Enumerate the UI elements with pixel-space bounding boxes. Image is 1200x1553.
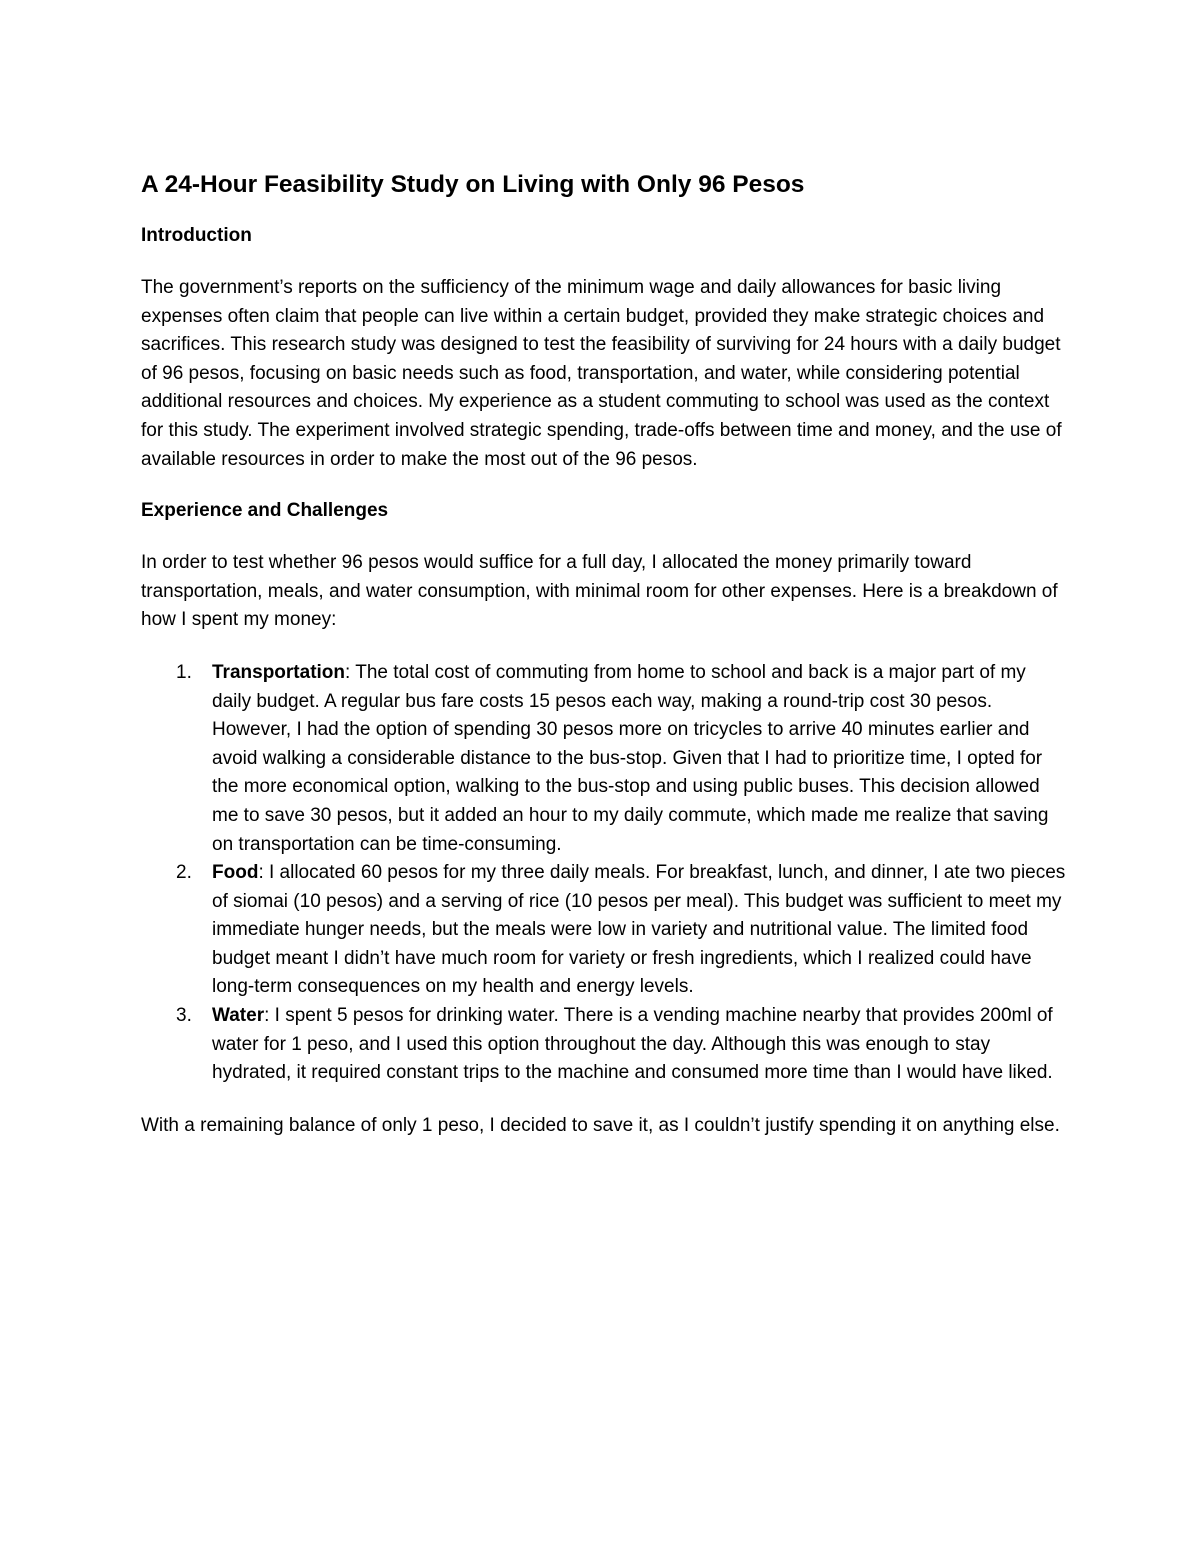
list-item-number: 1. <box>176 661 192 683</box>
document-page <box>141 168 1066 1140</box>
list-item-term: Water <box>212 1005 265 1027</box>
list-item-text: : The total cost of commuting from home to school and back is a major part of my daily budget. A regular bus fare costs 15 pesos each way, making a round-trip cost 30 pesos. However, I had the option of spending 30 pesos more on tricycles to arrive 40 minutes earlier and avoid walking a considerable distance to the bus-stop. Given that I had to prioritize time, I opted for the more economical option, walking to the bus-stop and using public buses. This decision allowed me to save 30 pesos, but it added an hour to my daily commute, which made me realize that saving on transportation can be time-consuming. <box>212 661 1049 855</box>
list-item <box>141 1002 1066 1088</box>
introduction-heading: Introduction <box>141 225 252 246</box>
expense-list <box>141 659 1066 1088</box>
list-item-term: Transportation <box>212 661 346 683</box>
list-item-term: Food <box>212 862 259 884</box>
conclusion-paragraph: With a remaining balance of only 1 peso, I decided to save it, as I couldn’t justify spending it on anything else. <box>141 1114 1060 1136</box>
list-item-number: 3. <box>176 1005 192 1027</box>
list-item <box>141 659 1066 859</box>
experience-heading: Experience and Challenges <box>141 500 389 522</box>
experience-paragraph: In order to test whether 96 pesos would suffice for a full day, I allocated the money primarily toward transportation, meals, and water consumption, with minimal room for other expenses. Here is a breakdown of how I spent my money: <box>141 552 1058 631</box>
list-item-text: : I allocated 60 pesos for my three daily meals. For breakfast, lunch, and dinner, I ate two pieces of siomai (10 pesos) and a serving of rice (10 pesos per meal). This budget was sufficient to meet my immediate hunger needs, but the meals were low in variety and nutritional value. The limited food budget meant I didn’t have much room for variety or fresh ingredients, which I realized could have long-term consequences on my health and energy levels. <box>212 862 1066 998</box>
list-item-number: 2. <box>176 862 192 884</box>
introduction-paragraph: The government’s reports on the sufficiency of the minimum wage and daily allowances for basic living expenses often claim that people can live within a certain budget, provided they make strategic choices and sacrifices. This research study was designed to test the feasibility of surviving for 24 hours with a daily budget of 96 pesos, focusing on basic needs such as food, transportation, and water, while considering potential additional resources and choices. My experience as a student commuting to school was used as the context for this study. The experiment involved strategic spending, trade-offs between time and money, and the use of available resources in order to make the most out of the 96 pesos. <box>141 277 1062 470</box>
list-item-text: : I spent 5 pesos for drinking water. There is a vending machine nearby that provides 200ml of water for 1 peso, and I used this option throughout the day. Although this was enough to stay hydrated, it required constant trips to the machine and consumed more time than I would have liked. <box>212 1005 1053 1084</box>
document-title: A 24-Hour Feasibility Study on Living with Only 96 Pesos <box>141 171 805 198</box>
list-item <box>141 859 1066 1002</box>
